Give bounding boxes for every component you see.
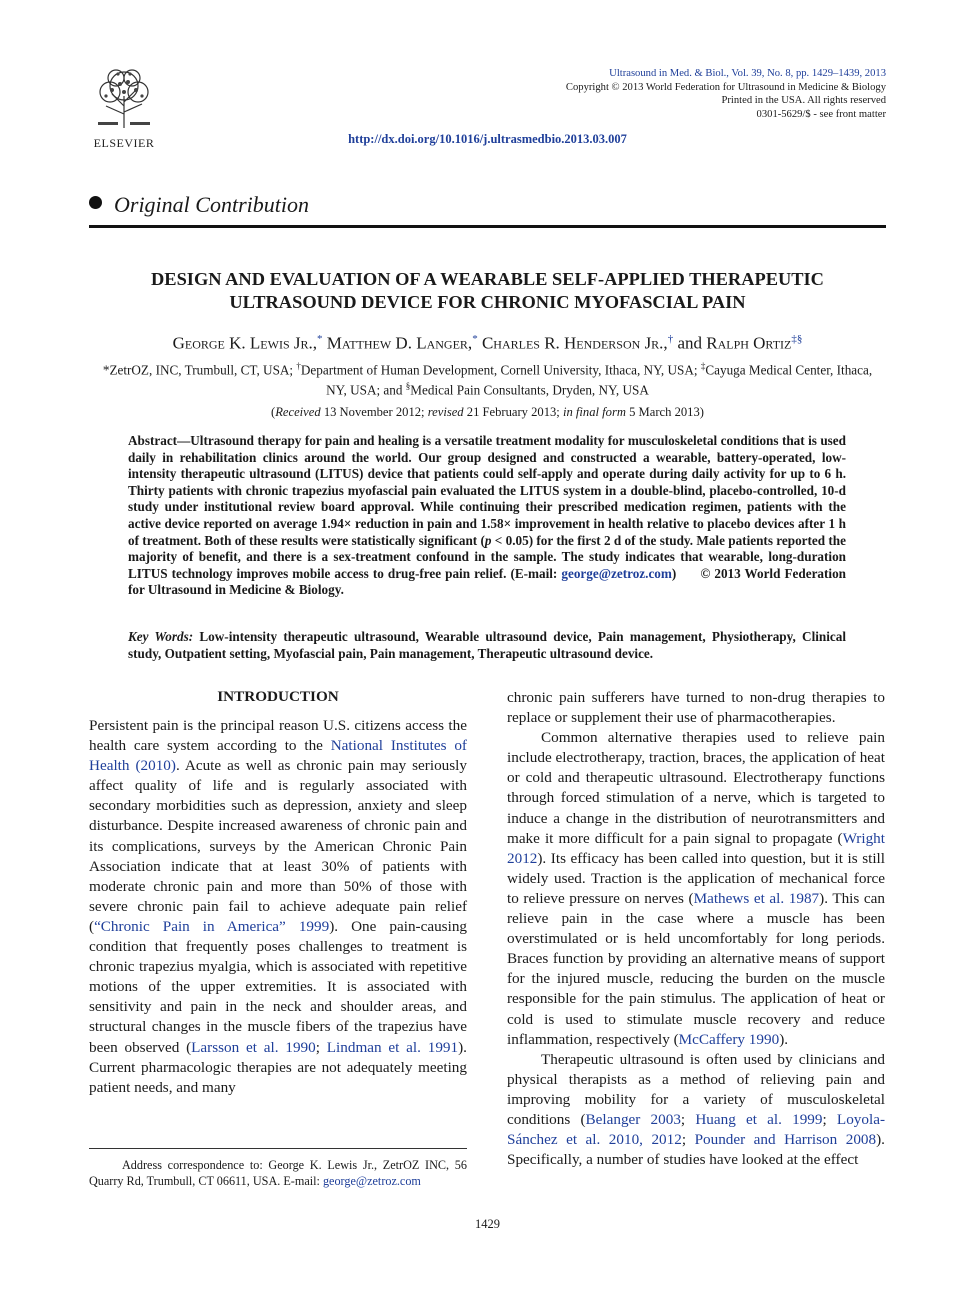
affil-mark: † (296, 361, 301, 371)
header-rule (89, 225, 886, 228)
body-text: ; (822, 1110, 837, 1128)
citation-link[interactable]: Pounder and Harrison 2008 (694, 1131, 877, 1149)
author-affil-mark[interactable]: * (472, 333, 478, 345)
footnote-rule (89, 1148, 467, 1149)
author-name[interactable]: George K. Lewis Jr., (172, 333, 317, 353)
keywords-text: Low-intensity therapeutic ultrasound, Wearable ultrasound device, Pain management, Physiotherapy, Clinical study, Outpatient setting, Myofascial pain, Pain management, Therapeutic ultrasound device. (128, 629, 847, 661)
left-column (89, 716, 467, 1098)
right-column (507, 688, 885, 1170)
citation-link[interactable]: Belanger 2003 (585, 1110, 681, 1128)
issn-line: 0301-5629/$ - see front matter (756, 108, 886, 120)
author-affil-mark[interactable]: ‡§ (791, 333, 803, 345)
correspondence-footnote (89, 1157, 467, 1189)
introduction-heading: INTRODUCTION (217, 688, 339, 705)
paragraph (507, 1050, 885, 1171)
doi-link[interactable]: http://dx.doi.org/10.1016/j.ultrasmedbio.2013.03.007 (348, 132, 627, 146)
abstract-symbol: p (484, 532, 492, 548)
affil-text: Cayuga Medical Center, Ithaca, NY, USA; and (326, 362, 873, 398)
keywords (128, 629, 846, 662)
body-text: . Acute as well as chronic pain may seriously affect quality of life and is regularly associated with secondary morbidities such as depression, anxiety and sleep disturbance. Despite increased awareness of chronic pain and its complications, surveys by the American Chronic Pain Association indicate that at least 30% of patients with moderate chronic pain and more than 50% of those with severe chronic pain fail to achieve adequate pain relief ( (89, 757, 467, 935)
affiliations (100, 358, 875, 399)
affil-mark: * (102, 362, 110, 378)
received-dates (89, 405, 886, 420)
body-text: ). (779, 1030, 789, 1048)
abstract (128, 433, 850, 599)
section-heading (89, 192, 309, 218)
citation-link[interactable]: Mathews et al. 1987 (693, 889, 820, 907)
author-affil-mark[interactable]: † (667, 333, 674, 345)
affil-mark: ‡ (700, 361, 706, 371)
citation-link[interactable]: Lindman et al. 1991 (326, 1038, 459, 1056)
body-text: ). One pain-causing condition that frequently poses challenges to treatment is chronic trapezius myalgia, which is associated with repetitive motions of the upper extremities. It is associated with sensitivity and pain in the neck and shoulder areas, and structural changes in the muscle fibers of the trapezius have been observed ( (89, 917, 468, 1056)
paragraph (507, 728, 885, 1050)
elsevier-tree-icon (92, 66, 156, 130)
final-label: in final form (562, 405, 626, 419)
affil-text: Department of Human Development, Cornell University, Ithaca, NY, USA; (300, 362, 698, 378)
abstract-text: ) © 2013 World Federation for Ultrasound in Medicine & Biology. (128, 565, 850, 598)
affil-mark: § (405, 381, 411, 392)
citation-link[interactable]: Loyola-Sánchez et al. 2010, 2012 (507, 1110, 885, 1149)
citation-link[interactable]: McCaffery 1990 (678, 1030, 780, 1048)
author-name[interactable]: Charles R. Henderson Jr., (481, 333, 668, 353)
body-text: Therapeutic ultrasound is often used by clinicians and physical therapists as a method of relieving pain and improving mobility for a variety of musculoskeletal conditions ( (507, 1050, 885, 1128)
paragraph: chronic pain sufferers have turned to non-drug therapies to replace or supplement their use of pharmacotherapies. (507, 689, 885, 727)
paren: ) (699, 405, 704, 419)
author-conjunction: and (677, 333, 702, 353)
affil-text: Medical Pain Consultants, Dryden, NY, USA (410, 382, 649, 398)
keywords-label: Key Words: (128, 629, 194, 644)
body-text: ; (315, 1038, 327, 1056)
abstract-email-link[interactable]: george@zetroz.com (561, 565, 672, 581)
citation-link[interactable]: Huang et al. 1999 (695, 1110, 823, 1128)
bullet-icon (89, 196, 102, 209)
abstract-text: < 0.05) for the first 2 d of the study. Male patients reported the majority of benefit, and there is a sex-treatment confound in the sample. The study indicates that wearable, long-duration LITUS technology improves mobile access to drug-free pain relief. (E-mail: (128, 532, 846, 581)
author-affil-mark[interactable]: * (317, 333, 323, 345)
author-name[interactable]: Matthew D. Langer, (326, 333, 473, 353)
citation-link[interactable]: National Institutes of Health (2010) (89, 737, 467, 775)
body-text: ; (681, 1131, 695, 1149)
body-text: ). Specifically, a number of studies have looked at the effect (507, 1131, 885, 1169)
body-text: Persistent pain is the principal reason U.S. citizens access the health care system according to the (89, 717, 467, 755)
revised-date: 21 February 2013; (466, 405, 560, 419)
section-label: Original Contribution (114, 192, 309, 217)
elsevier-wordmark: ELSEVIER (93, 136, 155, 150)
body-text: ). Current pharmacologic therapies are not adequately meeting patient needs, and many (89, 1038, 467, 1096)
revised-label: revised (427, 405, 464, 419)
affil-text: ZetrOZ, INC, Trumbull, CT, USA; (109, 362, 294, 378)
received-label: Received (275, 405, 321, 419)
footnote-email-link[interactable]: george@zetroz.com (322, 1174, 421, 1188)
copyright-line: Copyright © 2013 World Federation for Ultrasound in Medicine & Biology (565, 81, 886, 93)
body-text: ; (680, 1110, 696, 1128)
final-date: 5 March 2013 (629, 405, 700, 419)
received-date: 13 November 2012; (323, 405, 425, 419)
page-number: 1429 (475, 1217, 500, 1231)
paren: ( (271, 405, 276, 419)
author-name[interactable]: Ralph Ortiz (706, 333, 792, 353)
body-text: Common alternative therapies used to relieve pain include electrotherapy, traction, braces, the application of heat or cold and therapeutic ultrasound. Electrotherapy functions through forced stimulation of a nerve, which is targeted to induce a change in the distribution of neurotransmitters and make it more difficult for a pain signal to propagate ( (507, 729, 885, 847)
body-text: ). Its efficacy has been called into question, but it is still widely used. Traction is the application of mechanical force to relieve pressure on nerves ( (507, 849, 885, 907)
paragraph (89, 716, 467, 1098)
author-list (89, 333, 886, 354)
article-title: DESIGN AND EVALUATION OF A WEARABLE SELF-APPLIED THERAPEUTIC ULTRASOUND DEVICE FOR CHRONIC MYOFASCIAL PAIN (151, 269, 824, 312)
body-text: ). This can relieve pain in the case where a muscle has been overstimulated or is held uncomfortably for long periods. Braces function by providing an alternative means of support for the injured muscle, reducing the burden on the muscle responsible for the pain stimulus. The application of heat or cold is used to stimulate muscle recovery and reduce inflammation, respectively ( (507, 889, 885, 1048)
printed-line: Printed in the USA. All rights reserved (721, 95, 886, 107)
citation-link[interactable]: “Chronic Pain in America” 1999 (94, 917, 330, 935)
footnote-text: Address correspondence to: George K. Lewis Jr., ZetrOZ INC, 56 Quarry Rd, Trumbull, CT 06611, USA. E-mail: (89, 1158, 467, 1188)
journal-citation[interactable]: Ultrasound in Med. & Biol., Vol. 39, No. 8, pp. 1429–1439, 2013 (609, 68, 886, 79)
journal-info (566, 67, 886, 121)
citation-link[interactable]: Larsson et al. 1990 (191, 1038, 316, 1056)
citation-link[interactable]: Wright 2012 (507, 829, 885, 867)
abstract-text: Abstract—Ultrasound therapy for pain and healing is a versatile treatment modality for musculoskeletal conditions that is used daily in rehabilitation clinics around the world. Our group designed and constructed a wearable, battery-operated, low-intensity therapeutic ultrasound (LITUS) device that patients could self-apply and operate during daily activity for up to 6 h. Thirty patients with chronic trapezius myofascial pain evaluated the LITUS system in a double-blind, placebo-controlled, 10-d study under institutional review board approval. While continuing their prescribed medication regimen, patients with the active device reported on average 1.94× reduction in pain and 1.58× improvement in health relative to placebo devices after 1 h of treatment. Both of these results were statistically significant ( (128, 433, 846, 548)
